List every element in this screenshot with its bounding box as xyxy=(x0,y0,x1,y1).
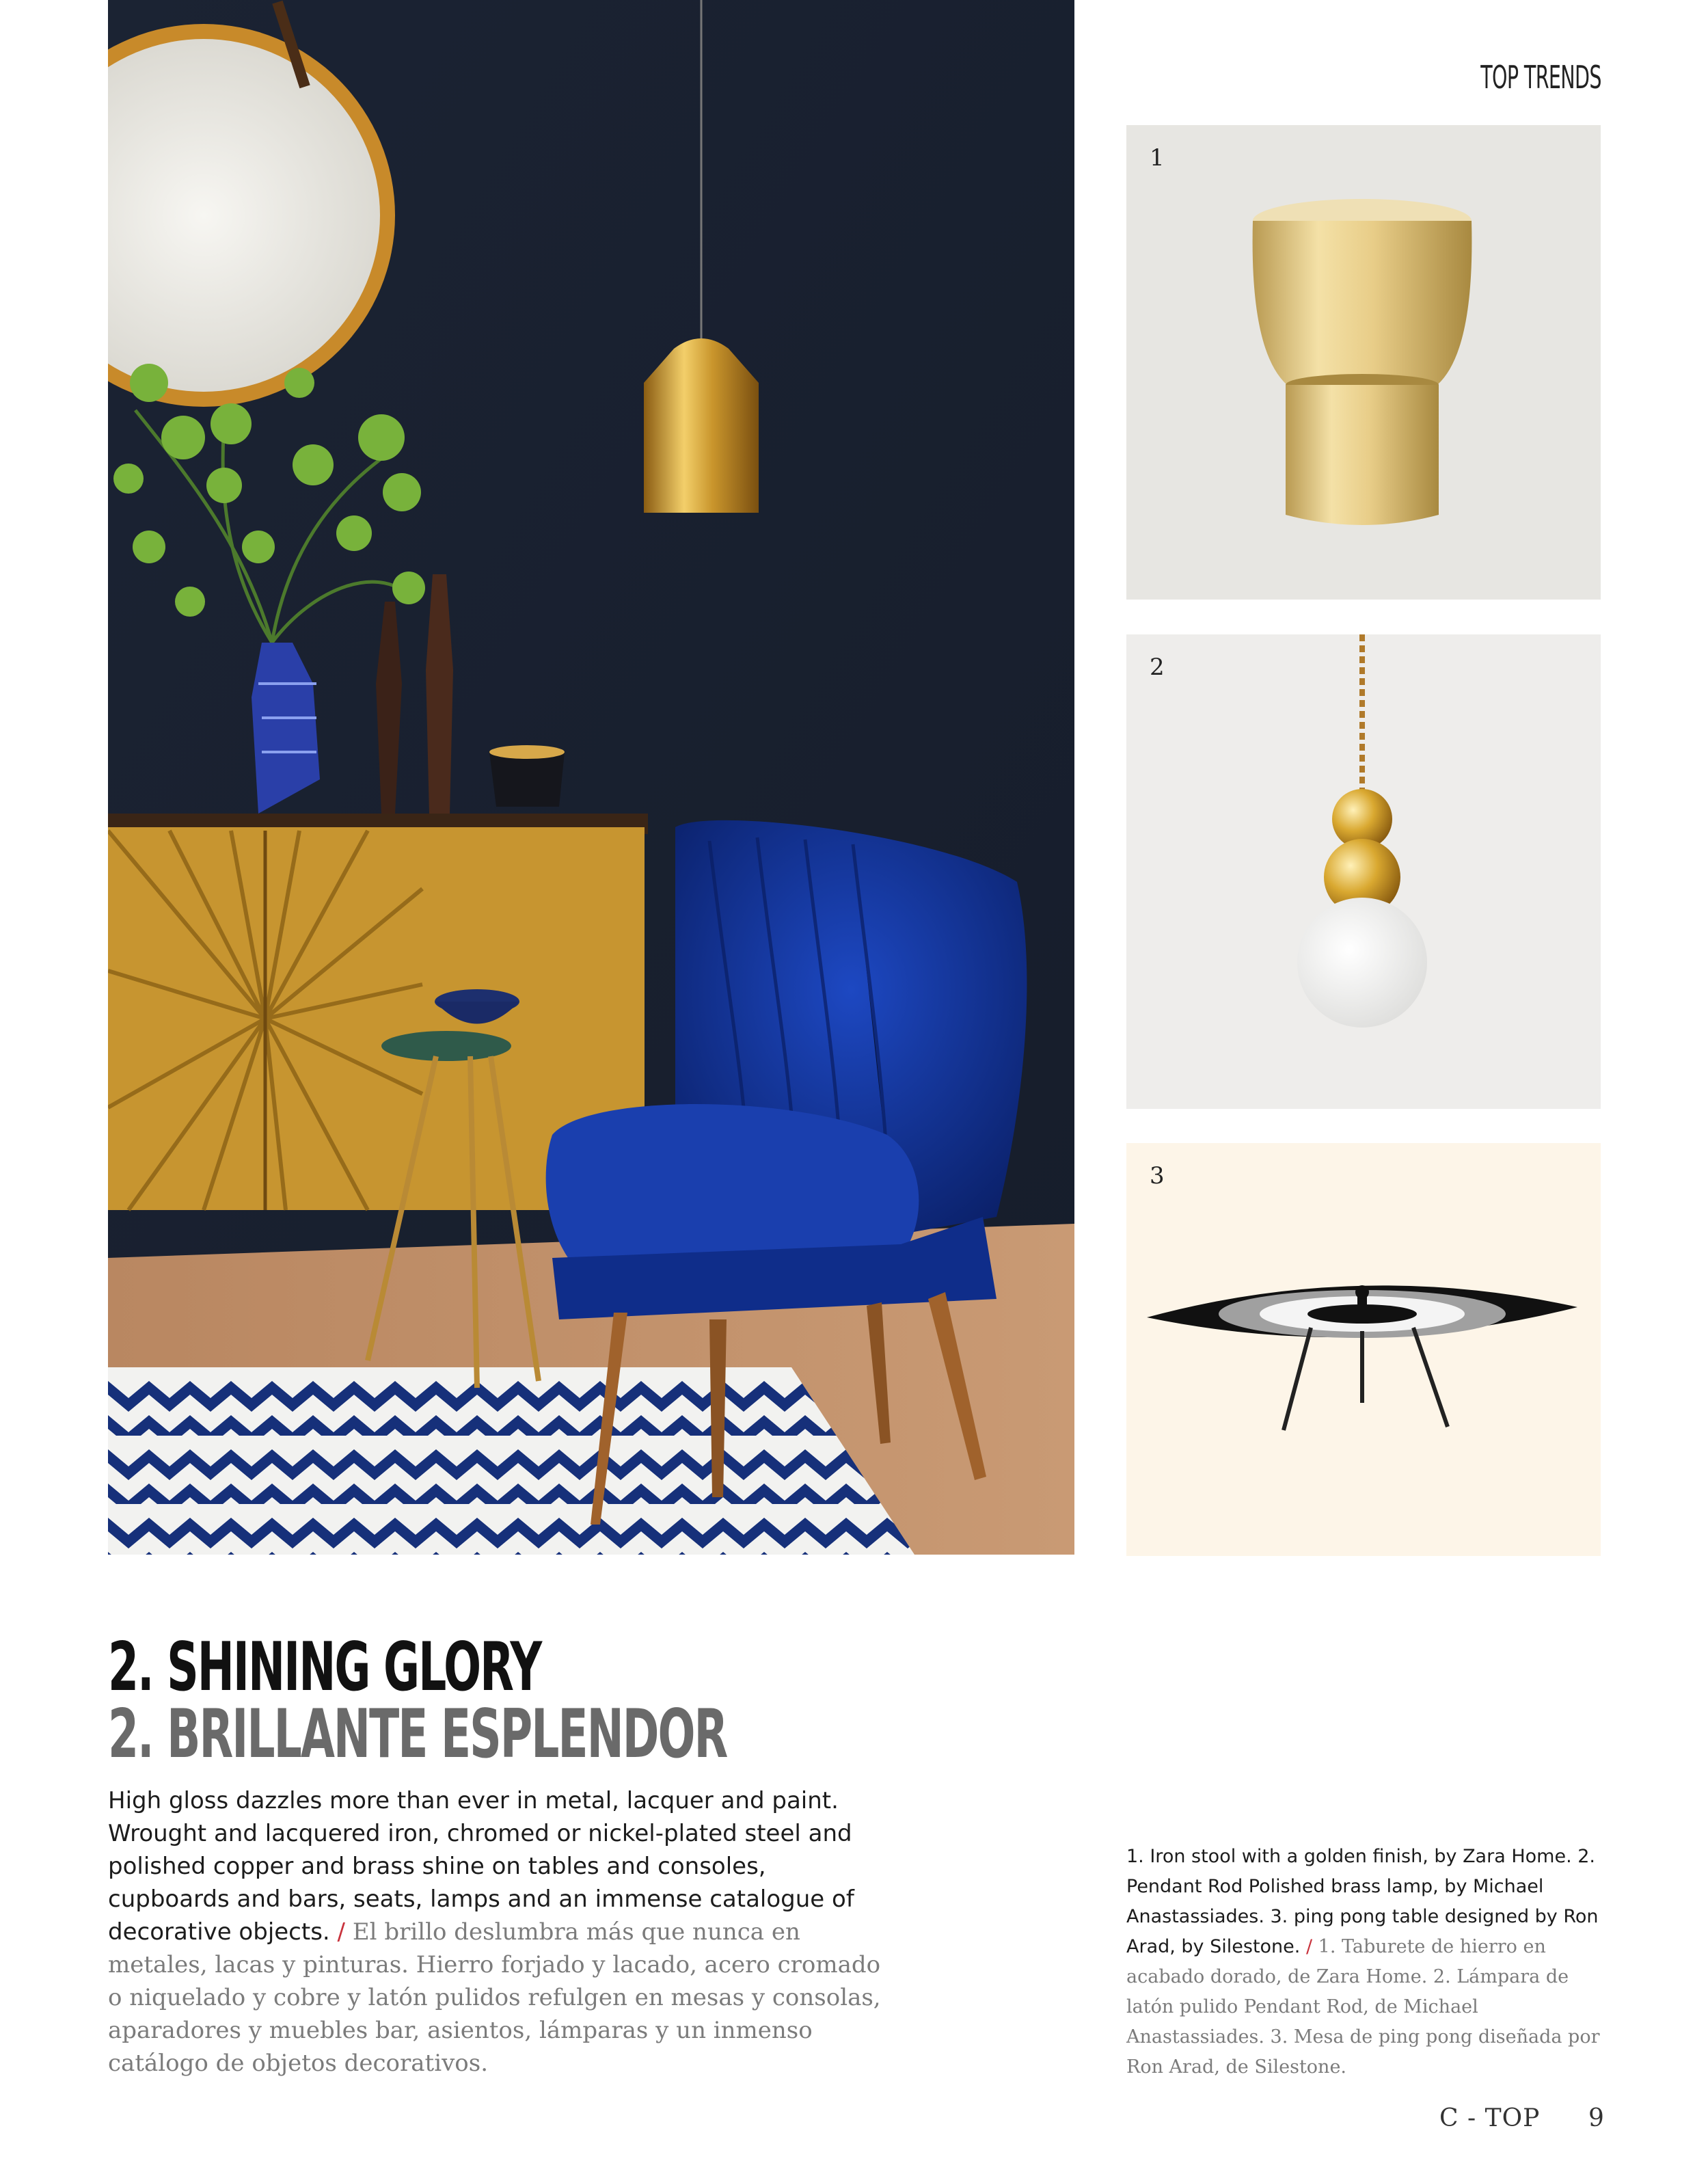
caption-english: 1. Iron stool with a golden finish, by Zara Home. 2. Pendant Rod Polished brass lamp, by Michael Anastassiades. 3. ping pong table designed by Ron Arad, by Silestone. xyxy=(1126,1846,1599,1957)
body-spanish: El brillo deslumbra más que nunca en metales, lacas y pinturas. Hierro forjado y lacado, acero cromado o niquelado y cobre y latón pulidos refulgen en mesas y consolas, aparadores y muebles bar, asientos, lámparas y un inmenso catálogo de objetos decorativos. xyxy=(108,1918,881,2077)
caption-separator: / xyxy=(1305,1936,1313,1957)
article-title-spanish: 2. BRILLANTE ESPLENDOR xyxy=(108,1695,727,1773)
language-separator: / xyxy=(337,1918,346,1946)
product-panel-table xyxy=(1126,1143,1601,1556)
magazine-brand: C - TOP xyxy=(1439,2104,1541,2132)
caption-spanish: 1. Taburete de hierro en acabado dorado, de Zara Home. 2. Lámpara de latón pulido Pendant Rod, de Michael Anastassiades. 3. Mesa de ping pong diseñada por Ron Arad, de Silestone. xyxy=(1126,1936,1600,2078)
hero-image xyxy=(108,0,1074,1555)
product-panel-stool xyxy=(1126,125,1601,600)
page-number: 9 xyxy=(1588,2104,1604,2132)
section-header: TOP TRENDS xyxy=(1480,59,1601,96)
body-english: High gloss dazzles more than ever in metal, lacquer and paint. Wrought and lacquered iron, chromed or nickel-plated steel and polished copper and brass shine on tables and consoles, cupboards and bars, seats, lamps and an immense catalogue of decorative objects. xyxy=(108,1787,854,1946)
article-title-english: 2. SHINING GLORY xyxy=(108,1628,541,1706)
ping-pong-table-image xyxy=(1126,1143,1601,1556)
article-body xyxy=(108,1784,887,2080)
golden-stool-image xyxy=(1126,125,1601,600)
product-number: 2 xyxy=(1150,654,1165,681)
product-number: 3 xyxy=(1150,1162,1165,1190)
product-number: 1 xyxy=(1150,144,1165,172)
product-panel-lamp xyxy=(1126,634,1601,1109)
product-caption xyxy=(1126,1842,1605,2082)
brass-pendant-lamp-image xyxy=(1126,634,1601,1109)
